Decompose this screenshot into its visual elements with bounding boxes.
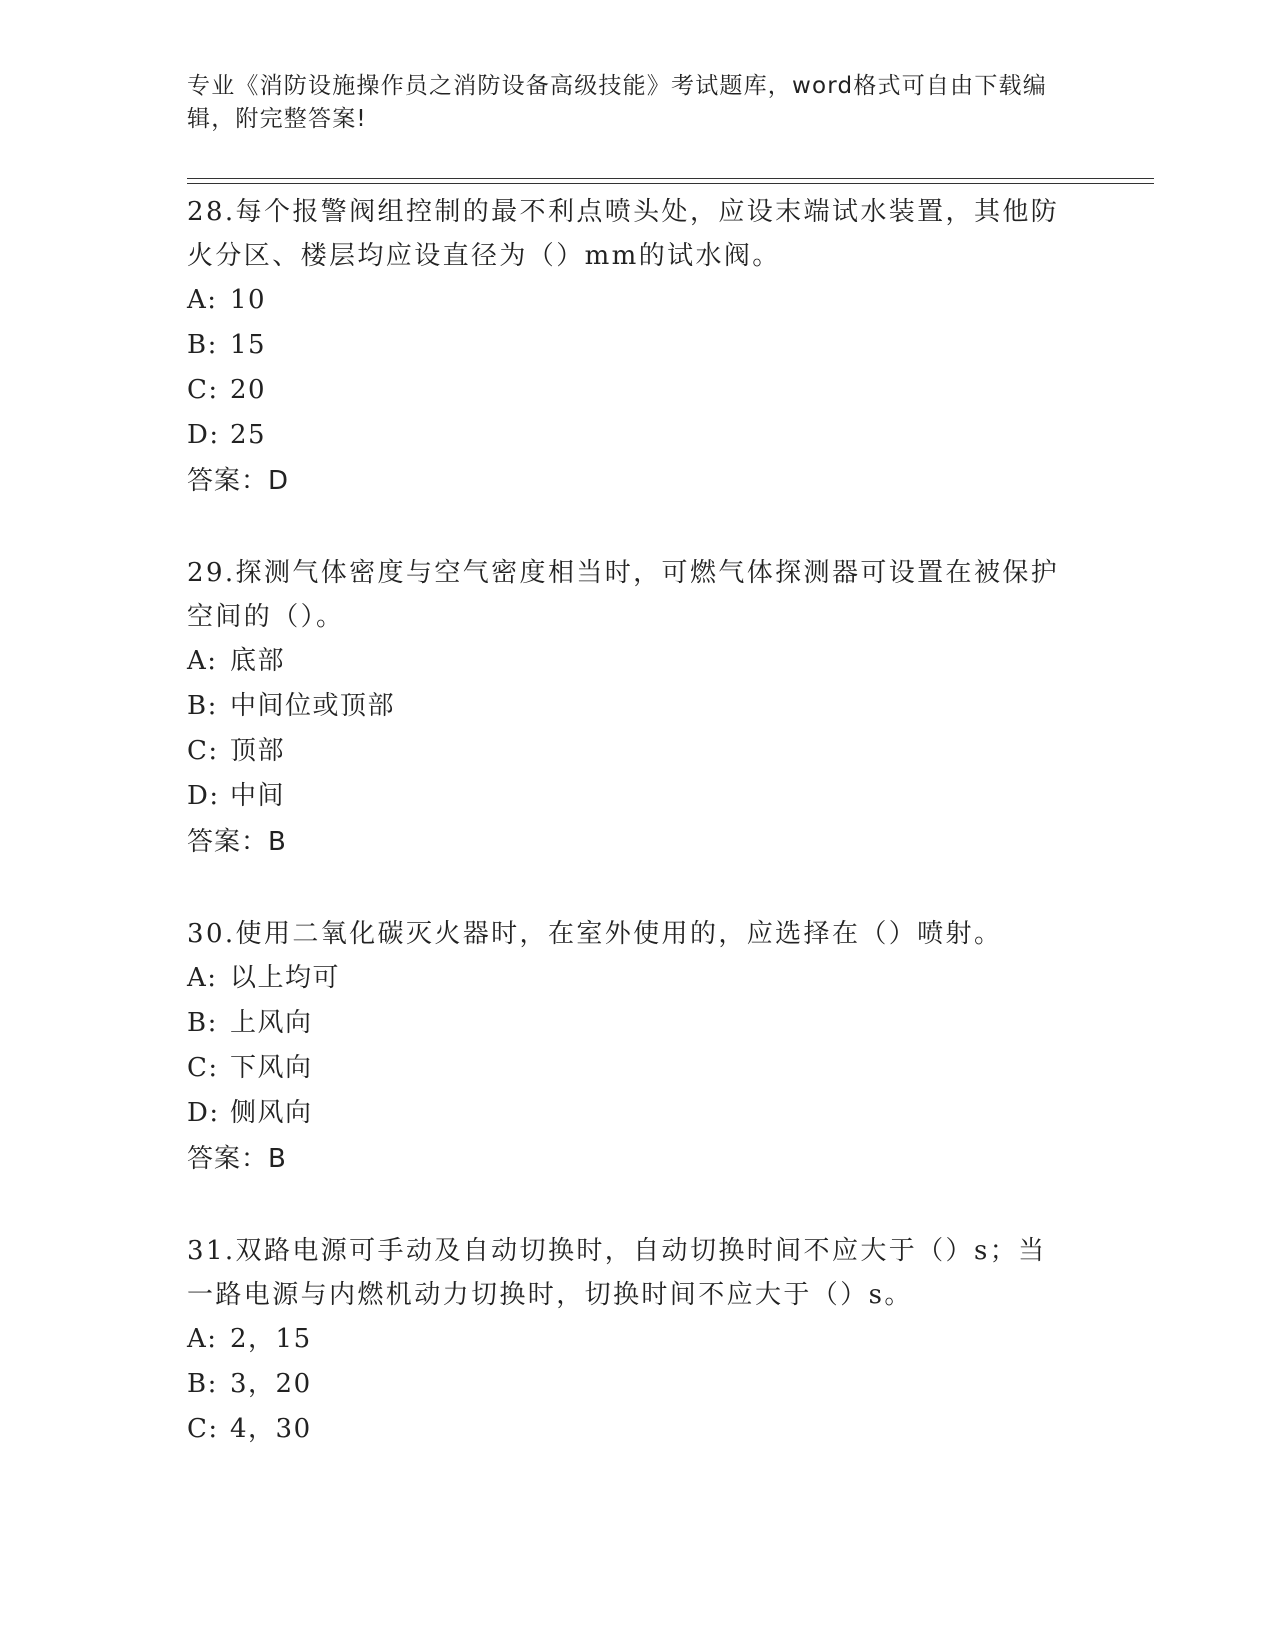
answer-option <box>187 1001 1087 1046</box>
answer-option <box>187 1317 1087 1362</box>
option-text: 2，15 <box>230 1324 312 1354</box>
answer-option <box>187 956 1087 1001</box>
question-stem-line: 29.探测气体密度与空气密度相当时，可燃气体探测器可设置在被保护 <box>187 558 1060 588</box>
option-key: B: <box>187 1008 218 1038</box>
option-text: 20 <box>230 375 267 405</box>
question-stem-line: 30.使用二氧化碳灭火器时，在室外使用的，应选择在（）喷射。 <box>187 919 1003 949</box>
question-stem-line: 空间的（）。 <box>187 602 345 632</box>
option-key: A: <box>187 646 218 676</box>
option-key: D: <box>187 1098 220 1128</box>
question-stem-line: 一路电源与内燃机动力切换时，切换时间不应大于（）s。 <box>187 1280 913 1310</box>
answer-option <box>187 1407 1087 1452</box>
document-header <box>187 70 1087 136</box>
answer-option <box>187 684 1087 729</box>
option-text: 15 <box>230 330 267 360</box>
option-text: 中间 <box>230 781 286 811</box>
option-text: 中间位或顶部 <box>230 691 396 721</box>
option-text: 侧风向 <box>230 1098 313 1128</box>
question-block <box>187 551 1087 865</box>
option-key: A: <box>187 963 218 993</box>
header-line-2: 辑，附完整答案! <box>187 106 367 132</box>
option-text: 下风向 <box>230 1053 313 1083</box>
option-key: B: <box>187 691 218 721</box>
question-stem-line: 28.每个报警阀组控制的最不利点喷头处，应设末端试水装置，其他防 <box>187 197 1060 227</box>
question-stem-line: 31.双路电源可手动及自动切换时，自动切换时间不应大于（）s；当 <box>187 1236 1047 1266</box>
option-key: A: <box>187 1324 218 1354</box>
answer-key: 答案：B <box>187 827 287 857</box>
answer-key: 答案：B <box>187 1144 287 1174</box>
question-block <box>187 190 1087 504</box>
answer-option <box>187 323 1087 368</box>
header-divider-top <box>187 178 1154 179</box>
question-list <box>187 190 1087 1499</box>
option-key: D: <box>187 781 220 811</box>
option-text: 上风向 <box>230 1008 313 1038</box>
answer-option <box>187 774 1087 819</box>
answer-option <box>187 368 1087 413</box>
option-key: C: <box>187 375 219 405</box>
answer-option <box>187 278 1087 323</box>
option-text: 4，30 <box>230 1414 312 1444</box>
answer-option <box>187 639 1087 684</box>
option-text: 3，20 <box>230 1369 312 1399</box>
option-text: 25 <box>230 420 267 450</box>
answer-option <box>187 1091 1087 1136</box>
option-key: B: <box>187 1369 218 1399</box>
option-text: 顶部 <box>230 736 286 766</box>
answer-key: 答案：D <box>187 466 290 496</box>
header-line-1: 专业《消防设施操作员之消防设备高级技能》考试题库，word格式可自由下载编 <box>187 73 1047 99</box>
option-text: 底部 <box>230 646 286 676</box>
option-key: C: <box>187 1414 219 1444</box>
answer-option <box>187 1046 1087 1091</box>
header-divider-bottom <box>187 183 1154 184</box>
option-key: D: <box>187 420 220 450</box>
option-key: A: <box>187 285 218 315</box>
option-text: 10 <box>230 285 267 315</box>
option-text: 以上均可 <box>230 963 341 993</box>
question-block <box>187 1229 1087 1452</box>
question-stem-line: 火分区、楼层均应设直径为（）mm的试水阀。 <box>187 241 781 271</box>
answer-option <box>187 1362 1087 1407</box>
question-block <box>187 912 1087 1182</box>
answer-option <box>187 413 1087 458</box>
option-key: C: <box>187 1053 219 1083</box>
option-key: C: <box>187 736 219 766</box>
option-key: B: <box>187 330 218 360</box>
answer-option <box>187 729 1087 774</box>
